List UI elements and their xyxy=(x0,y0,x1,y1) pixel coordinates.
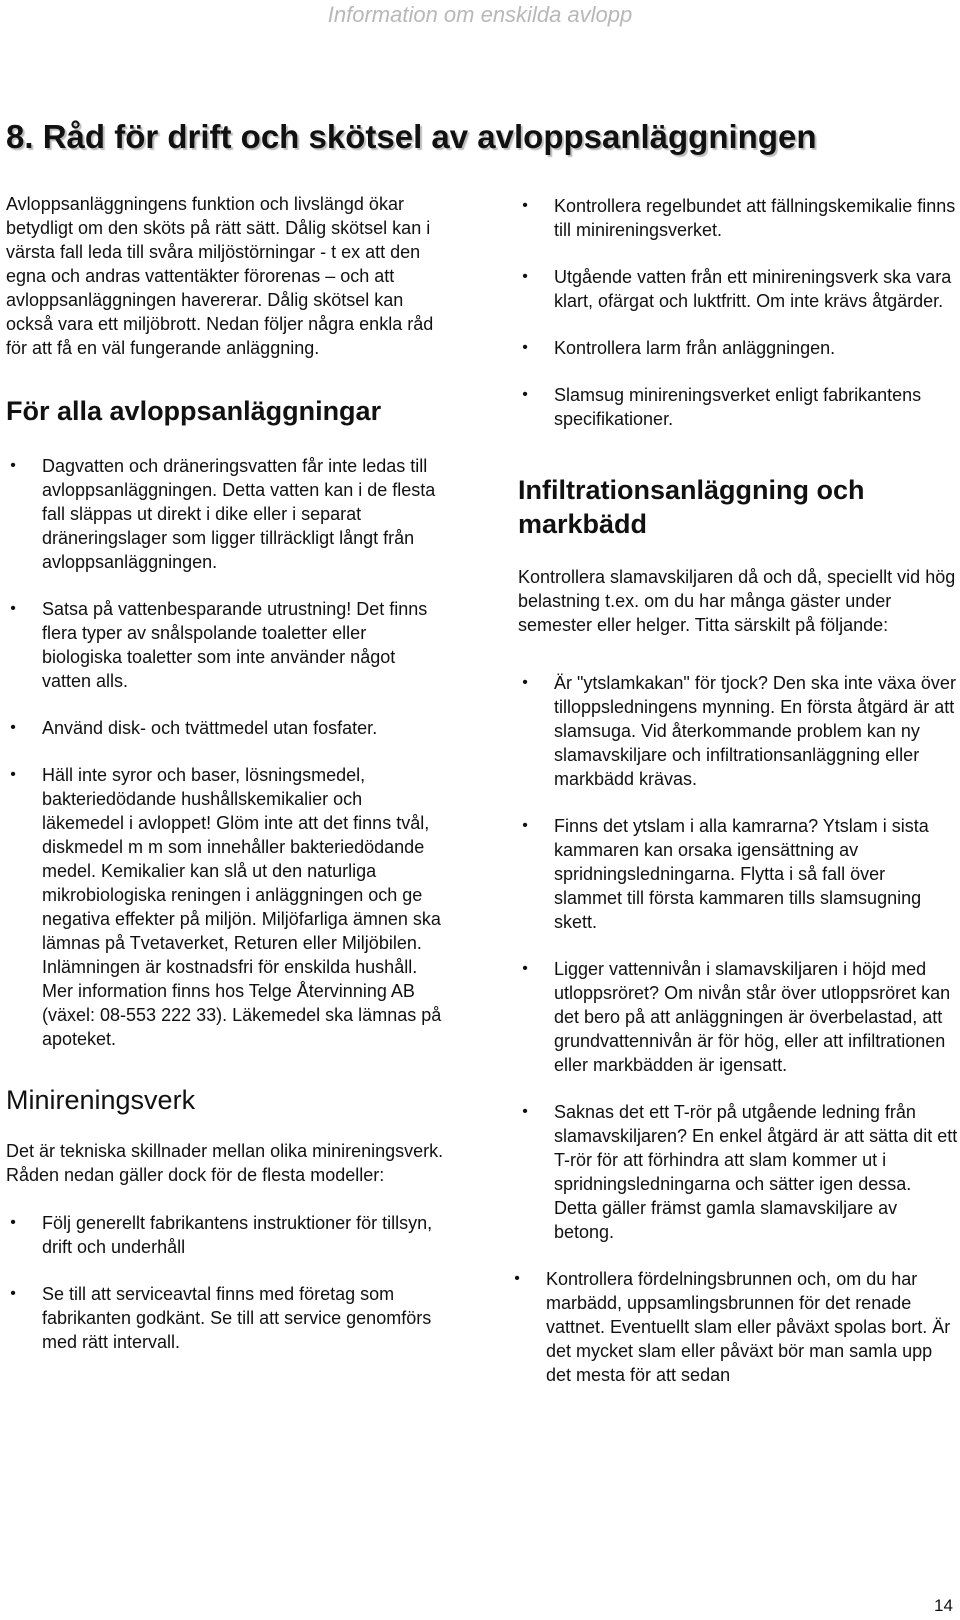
right-column xyxy=(514,194,958,1410)
bullet-icon: • xyxy=(522,960,528,977)
list-item-text: Ligger vattennivån i slamavskiljaren i höjd med utloppsröret? Om nivån står över utloppsröret kan det bero på att anläggningen är överbelastad, att grundvattennivån är för hög, eller att infiltrationen eller markbädden är igensatt. xyxy=(554,959,951,1075)
list-item-text: Slamsug minireningsverket enligt fabrikantens specifikationer. xyxy=(554,385,922,429)
section-heading-infiltration: Infiltrationsanläggning och markbädd xyxy=(518,475,865,539)
list-item xyxy=(518,1100,958,1244)
list-item-text: Kontrollera larm från anläggningen. xyxy=(554,338,836,358)
bullet-icon: • xyxy=(514,1270,520,1287)
list-item-text: Saknas det ett T-rör på utgående ledning från slamavskiljaren? En enkel åtgärd är att sätta dit ett T-rör för att förhindra att slam kommer ut i spridningsledningarna och sätter igen dessa. Detta gäller främst gamla slamavskiljare av betong. xyxy=(554,1102,958,1242)
list-item-text: Kontrollera regelbundet att fällningskemikalie finns till minireningsverket. xyxy=(554,196,956,240)
bullet-icon: • xyxy=(522,1103,528,1120)
bullet-icon: • xyxy=(10,1285,16,1302)
list-item-text: Kontrollera fördelningsbrunnen och, om du har marbädd, uppsamlingsbrunnen för det renade vattnet. Eventuellt slam eller påväxt spolas bort. Är det mycket slam eller påväxt bör man samla upp det mesta för att sedan xyxy=(546,1269,951,1385)
list-item xyxy=(518,336,958,360)
infiltration-intro: Kontrollera slamavskiljaren då och då, speciellt vid hög belastning t.ex. om du har många gäster under semester eller helger. Titta särskilt på följande: xyxy=(518,567,956,635)
list-item-text: Dagvatten och dräneringsvatten får inte ledas till avloppsanläggningen. Detta vatten kan i de flesta fall släppas ut direkt i dike eller i separat dräneringslager som ligger tillräckligt långt från avloppsanläggningen. xyxy=(42,456,436,572)
bullet-icon: • xyxy=(522,268,528,285)
list-item-text: Är "ytslamkakan" för tjock? Den ska inte växa över tilloppsledningens mynning. En första åtgärd är att slamsuga. Vid återkommande problem kan ny slamavskiljare och infiltrationsanläggning eller markbädd krävas. xyxy=(554,673,956,789)
list-item-text: Häll inte syror och baser, lösningsmedel, bakteriedödande hushållskemikalier och läkemedel i avloppet! Glöm inte att det finns tvål, diskmedel m m som innehåller bakteriedödande medel. Kemikalier kan slå ut den naturliga mikrobiologiska reningen i anläggningen och ge negativa effekter på miljön. Miljöfarliga ämnen ska lämnas på Tvetaverket, Returen eller Miljöbilen. Inlämningen är kostnadsfri för enskilda hushåll. Mer information finns hos Telge Återvinning AB (växel: 08-553 222 33). Läkemedel ska lämnas på apoteket. xyxy=(42,765,442,1049)
list-item-text: Följ generellt fabrikantens instruktioner för tillsyn, drift och underhåll xyxy=(42,1213,433,1257)
bullet-icon: • xyxy=(10,600,16,617)
list-item-text: Se till att serviceavtal finns med företag som fabrikanten godkänt. Se till att service genomförs med rätt intervall. xyxy=(42,1284,432,1352)
bullet-icon: • xyxy=(522,339,528,356)
list-item xyxy=(6,1211,446,1259)
infiltration-list xyxy=(514,671,958,1387)
bullet-icon: • xyxy=(10,457,16,474)
section-heading-all-systems: För alla avloppsanläggningar xyxy=(6,396,382,426)
list-item xyxy=(518,383,958,431)
bullet-icon: • xyxy=(522,386,528,403)
list-item xyxy=(514,1267,958,1387)
list-item-text: Satsa på vattenbesparande utrustning! Det finns flera typer av snålspolande toaletter eller biologiska toaletter som inte använder något vatten alls. xyxy=(42,599,428,691)
bullet-icon: • xyxy=(10,766,16,783)
page-title: 8. Råd för drift och skötsel av avloppsanläggningen xyxy=(6,118,817,155)
list-item xyxy=(518,814,958,934)
section-heading-minireningsverk: Minireningsverk xyxy=(6,1085,196,1115)
minireningsverk-list-continued xyxy=(518,194,958,431)
bullet-icon: • xyxy=(10,719,16,736)
list-item-text: Använd disk- och tvättmedel utan fosfater. xyxy=(42,718,378,738)
list-item xyxy=(6,454,446,574)
intro-paragraph: Avloppsanläggningens funktion och livslängd ökar betydligt om den sköts på rätt sätt. Dålig skötsel kan i värsta fall leda till svåra miljöstörningar - t ex att den egna och andras vattentäkter förorenas – och att avloppsanläggningen havererar. Dålig skötsel kan också vara ett miljöbrott. Nedan följer några enkla råd för att få en väl fungerande anläggning. xyxy=(6,194,434,358)
page-number: 14 xyxy=(934,1596,953,1615)
bullet-icon: • xyxy=(522,674,528,691)
list-item xyxy=(518,194,958,242)
list-item xyxy=(6,763,446,1051)
list-item xyxy=(6,716,446,740)
minireningsverk-intro: Det är tekniska skillnader mellan olika minireningsverk. Råden nedan gäller dock för de flesta modeller: xyxy=(6,1141,444,1185)
left-column xyxy=(6,192,446,1377)
list-item xyxy=(518,671,958,791)
bullet-icon: • xyxy=(522,197,528,214)
list-item-text: Finns det ytslam i alla kamrarna? Ytslam i sista kammaren kan orsaka igensättning av spridningsledningarna. Flytta i så fall över slammet till första kammaren tills slamsugning skett. xyxy=(554,816,929,932)
list-item xyxy=(518,957,958,1077)
bullet-icon: • xyxy=(522,817,528,834)
running-header: Information om enskilda avlopp xyxy=(327,2,633,27)
all-systems-list xyxy=(6,454,446,1051)
list-item xyxy=(6,597,446,693)
list-item xyxy=(6,1282,446,1354)
bullet-icon: • xyxy=(10,1214,16,1231)
list-item-text: Utgående vatten från ett minireningsverk ska vara klart, ofärgat och luktfritt. Om inte krävs åtgärder. xyxy=(554,267,952,311)
list-item xyxy=(518,265,958,313)
minireningsverk-list xyxy=(6,1211,446,1354)
